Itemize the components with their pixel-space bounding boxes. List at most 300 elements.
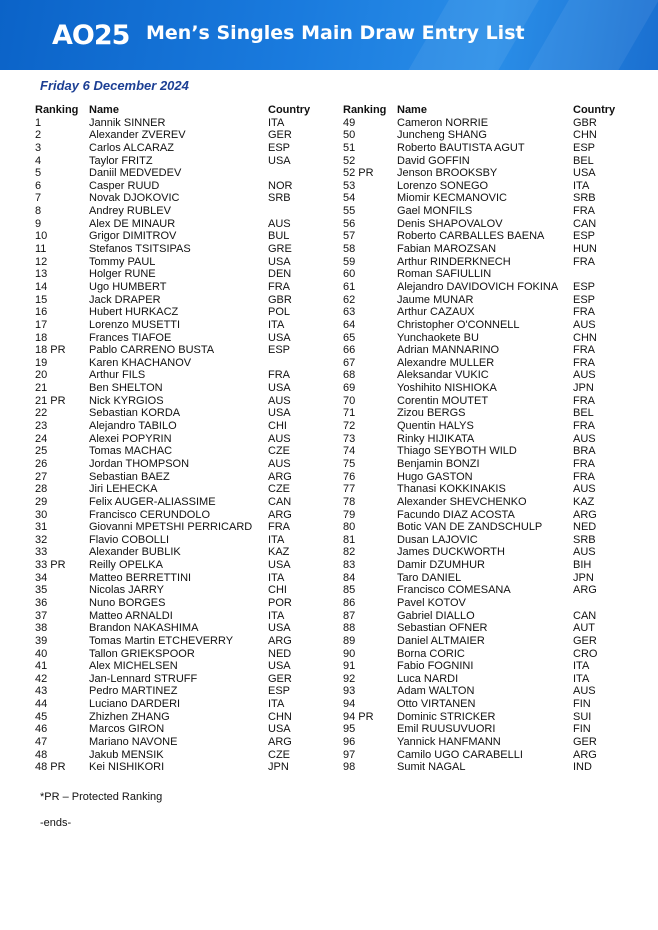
ranking-cell: 29 <box>35 495 48 508</box>
country-cell: AUS <box>573 432 596 445</box>
country-cell: ITA <box>268 116 285 129</box>
country-cell: FRA <box>573 457 595 470</box>
country-cell: USA <box>573 167 596 180</box>
player-name-cell: Sumit NAGAL <box>397 761 466 774</box>
player-name-cell: Jiri LEHECKA <box>89 483 158 496</box>
country-cell: USA <box>268 331 291 344</box>
player-name-cell: Marcos GIRON <box>89 723 165 736</box>
ranking-cell: 48 PR <box>35 761 66 774</box>
ranking-cell: 31 <box>35 521 48 534</box>
player-name-cell: Hubert HURKACZ <box>89 306 179 319</box>
ranking-cell: 12 <box>35 255 48 268</box>
ranking-cell: 20 <box>35 369 48 382</box>
player-name-cell: Miomir KECMANOVIC <box>397 192 508 205</box>
ranking-cell: 57 <box>343 230 356 243</box>
country-cell: FRA <box>268 369 290 382</box>
player-name-cell: Yunchaokete BU <box>397 331 479 344</box>
country-cell: CZE <box>268 445 290 458</box>
ranking-cell: 17 <box>35 318 48 331</box>
ranking-cell: 64 <box>343 318 356 331</box>
ranking-cell: 94 <box>343 698 356 711</box>
ranking-cell: 45 <box>35 710 48 723</box>
player-name-cell: Pedro MARTINEZ <box>89 685 178 698</box>
ranking-cell: 51 <box>343 141 356 154</box>
player-name-cell: Yannick HANFMANN <box>397 736 501 749</box>
ranking-cell: 18 PR <box>35 344 66 357</box>
player-name-cell: Flavio COBOLLI <box>89 533 170 546</box>
country-cell: AUS <box>268 217 291 230</box>
ranking-header: Ranking <box>343 104 387 116</box>
player-name-cell: Jannik SINNER <box>89 116 166 129</box>
country-cell: ESP <box>268 141 291 154</box>
ranking-cell: 84 <box>343 571 356 584</box>
country-header: Country <box>268 104 311 116</box>
country-cell: KAZ <box>268 546 290 559</box>
ranking-cell: 21 PR <box>35 394 66 407</box>
country-cell: AUS <box>573 546 596 559</box>
player-name-cell: Francisco COMESANA <box>397 584 511 597</box>
country-cell: ESP <box>573 293 596 306</box>
ranking-cell: 30 <box>35 508 48 521</box>
country-cell: JPN <box>573 382 594 395</box>
country-cell: AUS <box>573 685 596 698</box>
player-name-cell: Thiago SEYBOTH WILD <box>397 445 517 458</box>
country-cell: USA <box>268 255 291 268</box>
ranking-cell: 50 <box>343 129 356 142</box>
country-cell: ARG <box>573 508 597 521</box>
player-name-cell: Casper RUUD <box>89 179 160 192</box>
country-cell: ARG <box>268 634 292 647</box>
ranking-cell: 10 <box>35 230 48 243</box>
ranking-cell: 54 <box>343 192 356 205</box>
country-cell: GER <box>268 129 292 142</box>
ranking-cell: 60 <box>343 268 356 281</box>
player-name-cell: Rinky HIJIKATA <box>397 432 475 445</box>
country-cell: JPN <box>268 761 289 774</box>
country-cell: NED <box>268 647 292 660</box>
country-cell: USA <box>268 723 291 736</box>
country-cell: USA <box>268 407 291 420</box>
country-cell: CHN <box>573 331 597 344</box>
player-name-cell: Benjamin BONZI <box>397 457 480 470</box>
country-cell: KAZ <box>573 495 595 508</box>
ranking-cell: 68 <box>343 369 356 382</box>
country-cell: POL <box>268 306 291 319</box>
player-name-cell: Juncheng SHANG <box>397 129 487 142</box>
ranking-cell: 25 <box>35 445 48 458</box>
player-name-cell: Adrian MANNARINO <box>397 344 500 357</box>
player-name-cell: Grigor DIMITROV <box>89 230 177 243</box>
player-name-cell: Karen KHACHANOV <box>89 356 192 369</box>
country-cell: ESP <box>268 685 291 698</box>
player-name-cell: Roberto CARBALLES BAENA <box>397 230 545 243</box>
ranking-cell: 89 <box>343 634 356 647</box>
country-cell: AUS <box>573 369 596 382</box>
player-name-cell: Damir DZUMHUR <box>397 559 485 572</box>
ranking-cell: 3 <box>35 141 42 154</box>
country-cell: AUS <box>268 432 291 445</box>
player-name-cell: Taro DANIEL <box>397 571 462 584</box>
player-name-cell: Reilly OPELKA <box>89 559 163 572</box>
country-cell: FIN <box>573 698 591 711</box>
country-cell: FRA <box>268 280 290 293</box>
ranking-cell: 96 <box>343 736 356 749</box>
ranking-cell: 46 <box>35 723 48 736</box>
ranking-cell: 59 <box>343 255 356 268</box>
ranking-cell: 6 <box>35 179 42 192</box>
player-name-cell: Arthur FILS <box>89 369 146 382</box>
ranking-cell: 52 <box>343 154 356 167</box>
ranking-cell: 73 <box>343 432 356 445</box>
ranking-cell: 9 <box>35 217 42 230</box>
ends-marker: -ends- <box>40 817 72 829</box>
player-name-cell: Fabian MAROZSAN <box>397 243 497 256</box>
country-cell: AUS <box>573 483 596 496</box>
ranking-cell: 7 <box>35 192 42 205</box>
ranking-cell: 75 <box>343 457 356 470</box>
player-name-cell: Zhizhen ZHANG <box>89 710 170 723</box>
ranking-cell: 34 <box>35 571 48 584</box>
country-cell: CHI <box>268 584 287 597</box>
player-name-cell: Jan-Lennard STRUFF <box>89 672 198 685</box>
player-name-cell: Yoshihito NISHIOKA <box>397 382 497 395</box>
name-header: Name <box>89 104 119 116</box>
ranking-cell: 93 <box>343 685 356 698</box>
player-name-cell: Hugo GASTON <box>397 470 473 483</box>
country-cell: GER <box>573 634 597 647</box>
country-cell: BEL <box>573 407 594 420</box>
ranking-cell: 39 <box>35 634 48 647</box>
ranking-cell: 58 <box>343 243 356 256</box>
ranking-cell: 85 <box>343 584 356 597</box>
player-name-cell: Otto VIRTANEN <box>397 698 476 711</box>
country-cell: FRA <box>573 356 595 369</box>
ranking-cell: 37 <box>35 609 48 622</box>
player-name-cell: Dusan LAJOVIC <box>397 533 478 546</box>
player-name-cell: Andrey RUBLEV <box>89 205 171 218</box>
country-cell: USA <box>268 154 291 167</box>
ranking-cell: 40 <box>35 647 48 660</box>
ranking-cell: 35 <box>35 584 48 597</box>
country-cell: DEN <box>268 268 292 281</box>
ranking-cell: 4 <box>35 154 42 167</box>
player-name-cell: Matteo BERRETTINI <box>89 571 192 584</box>
country-cell: ESP <box>268 344 291 357</box>
ranking-cell: 92 <box>343 672 356 685</box>
country-cell: ESP <box>573 280 596 293</box>
ranking-cell: 65 <box>343 331 356 344</box>
ranking-cell: 22 <box>35 407 48 420</box>
name-header: Name <box>397 104 427 116</box>
ranking-cell: 53 <box>343 179 356 192</box>
player-name-cell: Alexei POPYRIN <box>89 432 172 445</box>
ranking-cell: 18 <box>35 331 48 344</box>
country-cell: ESP <box>573 230 596 243</box>
ranking-cell: 67 <box>343 356 356 369</box>
ranking-cell: 66 <box>343 344 356 357</box>
ranking-cell: 26 <box>35 457 48 470</box>
ranking-cell: 81 <box>343 533 356 546</box>
player-name-cell: James DUCKWORTH <box>397 546 505 559</box>
country-cell: CAN <box>573 609 597 622</box>
ranking-cell: 78 <box>343 495 356 508</box>
player-name-cell: Sebastian OFNER <box>397 622 488 635</box>
country-cell: FIN <box>573 723 591 736</box>
ranking-cell: 2 <box>35 129 42 142</box>
country-cell: AUT <box>573 622 595 635</box>
country-cell: CHN <box>573 129 597 142</box>
ranking-cell: 61 <box>343 280 356 293</box>
country-cell: BIH <box>573 559 592 572</box>
player-name-cell: Jordan THOMPSON <box>89 457 190 470</box>
player-name-cell: Matteo ARNALDI <box>89 609 173 622</box>
player-name-cell: Alejandro DAVIDOVICH FOKINA <box>397 280 559 293</box>
player-name-cell: Mariano NAVONE <box>89 736 178 749</box>
ranking-cell: 16 <box>35 306 48 319</box>
player-name-cell: Alex DE MINAUR <box>89 217 176 230</box>
ranking-cell: 70 <box>343 394 356 407</box>
page-title: Men’s Singles Main Draw Entry List <box>146 22 525 44</box>
country-cell: CAN <box>573 217 597 230</box>
player-name-cell: Adam WALTON <box>397 685 475 698</box>
header-banner <box>0 0 658 70</box>
country-cell: GER <box>268 672 292 685</box>
ranking-cell: 63 <box>343 306 356 319</box>
player-name-cell: Camilo UGO CARABELLI <box>397 748 523 761</box>
ranking-header: Ranking <box>35 104 79 116</box>
country-cell: GER <box>573 736 597 749</box>
player-name-cell: Christopher O'CONNELL <box>397 318 520 331</box>
country-cell: FRA <box>573 394 595 407</box>
player-name-cell: Jaume MUNAR <box>397 293 474 306</box>
ranking-cell: 69 <box>343 382 356 395</box>
country-cell: NED <box>573 521 597 534</box>
country-cell: GRE <box>268 243 292 256</box>
list-date: Friday 6 December 2024 <box>40 78 189 93</box>
player-name-cell: Frances TIAFOE <box>89 331 172 344</box>
country-cell: CZE <box>268 483 290 496</box>
country-cell: ARG <box>573 748 597 761</box>
player-name-cell: Lorenzo SONEGO <box>397 179 489 192</box>
player-name-cell: Sebastian BAEZ <box>89 470 170 483</box>
player-name-cell: Jakub MENSIK <box>89 748 164 761</box>
country-cell: ESP <box>573 141 596 154</box>
player-name-cell: Alexander BUBLIK <box>89 546 181 559</box>
country-cell: ITA <box>573 672 590 685</box>
country-cell: FRA <box>573 255 595 268</box>
player-name-cell: Daniel ALTMAIER <box>397 634 485 647</box>
ranking-cell: 24 <box>35 432 48 445</box>
player-name-cell: Kei NISHIKORI <box>89 761 165 774</box>
player-name-cell: Luciano DARDERI <box>89 698 181 711</box>
ranking-cell: 49 <box>343 116 356 129</box>
player-name-cell: Novak DJOKOVIC <box>89 192 180 205</box>
ranking-cell: 1 <box>35 116 42 129</box>
ranking-cell: 47 <box>35 736 48 749</box>
ranking-cell: 79 <box>343 508 356 521</box>
country-cell: JPN <box>573 571 594 584</box>
country-cell: ARG <box>268 508 292 521</box>
country-cell: SRB <box>573 192 596 205</box>
country-cell: BUL <box>268 230 290 243</box>
country-cell: USA <box>268 660 291 673</box>
ranking-cell: 52 PR <box>343 167 374 180</box>
country-cell: ITA <box>268 698 285 711</box>
country-cell: ARG <box>268 470 292 483</box>
country-cell: AUS <box>268 457 291 470</box>
ranking-cell: 72 <box>343 420 356 433</box>
ranking-cell: 5 <box>35 167 42 180</box>
player-name-cell: Alex MICHELSEN <box>89 660 178 673</box>
ranking-cell: 56 <box>343 217 356 230</box>
country-cell: NOR <box>268 179 293 192</box>
ranking-cell: 97 <box>343 748 356 761</box>
player-name-cell: Pavel KOTOV <box>397 596 466 609</box>
player-name-cell: Botic VAN DE ZANDSCHULP <box>397 521 543 534</box>
country-cell: BEL <box>573 154 594 167</box>
player-name-cell: Borna CORIC <box>397 647 465 660</box>
player-name-cell: Francisco CERUNDOLO <box>89 508 211 521</box>
player-name-cell: Emil RUUSUVUORI <box>397 723 496 736</box>
ranking-cell: 82 <box>343 546 356 559</box>
country-cell: ITA <box>268 609 285 622</box>
player-name-cell: Stefanos TSITSIPAS <box>89 243 191 256</box>
player-name-cell: Fabio FOGNINI <box>397 660 474 673</box>
country-cell: ARG <box>268 736 292 749</box>
player-name-cell: Alexander SHEVCHENKO <box>397 495 527 508</box>
country-cell: CHN <box>268 710 292 723</box>
ranking-cell: 86 <box>343 596 356 609</box>
ranking-cell: 33 <box>35 546 48 559</box>
player-name-cell: Roman SAFIULLIN <box>397 268 492 281</box>
country-cell: SUI <box>573 710 592 723</box>
player-name-cell: Cameron NORRIE <box>397 116 489 129</box>
country-cell: HUN <box>573 243 597 256</box>
ranking-cell: 77 <box>343 483 356 496</box>
country-cell: ITA <box>268 571 285 584</box>
player-name-cell: Taylor FRITZ <box>89 154 153 167</box>
ranking-cell: 88 <box>343 622 356 635</box>
player-name-cell: Quentin HALYS <box>397 420 474 433</box>
player-name-cell: Jenson BROOKSBY <box>397 167 498 180</box>
country-cell: USA <box>268 622 291 635</box>
country-cell: ITA <box>268 533 285 546</box>
player-name-cell: Arthur RINDERKNECH <box>397 255 511 268</box>
country-cell: AUS <box>268 394 291 407</box>
country-cell: FRA <box>573 306 595 319</box>
ranking-cell: 91 <box>343 660 356 673</box>
player-name-cell: Corentin MOUTET <box>397 394 489 407</box>
country-cell: POR <box>268 596 292 609</box>
player-name-cell: Thanasi KOKKINAKIS <box>397 483 506 496</box>
ranking-cell: 80 <box>343 521 356 534</box>
ranking-cell: 33 PR <box>35 559 66 572</box>
country-header: Country <box>573 104 616 116</box>
ranking-cell: 90 <box>343 647 356 660</box>
ao25-logo: AO25 <box>52 20 130 51</box>
ranking-cell: 55 <box>343 205 356 218</box>
ranking-cell: 87 <box>343 609 356 622</box>
player-name-cell: Luca NARDI <box>397 672 459 685</box>
player-name-cell: Daniil MEDVEDEV <box>89 167 182 180</box>
player-name-cell: Brandon NAKASHIMA <box>89 622 199 635</box>
country-cell: FRA <box>573 344 595 357</box>
country-cell: FRA <box>268 521 290 534</box>
ranking-cell: 11 <box>35 243 47 256</box>
ranking-cell: 21 <box>35 382 48 395</box>
player-name-cell: Alexander ZVEREV <box>89 129 186 142</box>
player-name-cell: Roberto BAUTISTA AGUT <box>397 141 525 154</box>
ranking-cell: 14 <box>35 280 48 293</box>
ranking-cell: 15 <box>35 293 48 306</box>
country-cell: SRB <box>573 533 596 546</box>
country-cell: FRA <box>573 205 595 218</box>
ranking-cell: 44 <box>35 698 48 711</box>
ranking-cell: 8 <box>35 205 42 218</box>
country-cell: BRA <box>573 445 596 458</box>
country-cell: CRO <box>573 647 598 660</box>
player-name-cell: Arthur CAZAUX <box>397 306 475 319</box>
player-name-cell: Nuno BORGES <box>89 596 166 609</box>
ranking-cell: 13 <box>35 268 48 281</box>
ranking-cell: 83 <box>343 559 356 572</box>
country-cell: CHI <box>268 420 287 433</box>
ranking-cell: 27 <box>35 470 48 483</box>
ranking-cell: 43 <box>35 685 48 698</box>
player-name-cell: Carlos ALCARAZ <box>89 141 174 154</box>
country-cell: ITA <box>573 179 590 192</box>
country-cell: USA <box>268 382 291 395</box>
country-cell: GBR <box>268 293 292 306</box>
ranking-cell: 38 <box>35 622 48 635</box>
ranking-cell: 42 <box>35 672 48 685</box>
country-cell: SRB <box>268 192 291 205</box>
player-name-cell: Felix AUGER-ALIASSIME <box>89 495 216 508</box>
ranking-cell: 74 <box>343 445 356 458</box>
player-name-cell: Facundo DIAZ ACOSTA <box>397 508 515 521</box>
player-name-cell: Alexandre MULLER <box>397 356 495 369</box>
player-name-cell: Dominic STRICKER <box>397 710 496 723</box>
ranking-cell: 94 PR <box>343 710 374 723</box>
player-name-cell: Tallon GRIEKSPOOR <box>89 647 195 660</box>
country-cell: USA <box>268 559 291 572</box>
player-name-cell: Denis SHAPOVALOV <box>397 217 503 230</box>
ranking-cell: 36 <box>35 596 48 609</box>
player-name-cell: Tomas MACHAC <box>89 445 173 458</box>
country-cell: ITA <box>573 660 590 673</box>
country-cell: ITA <box>268 318 285 331</box>
country-cell: FRA <box>573 470 595 483</box>
player-name-cell: Sebastian KORDA <box>89 407 181 420</box>
ranking-cell: 48 <box>35 748 48 761</box>
player-name-cell: Tommy PAUL <box>89 255 156 268</box>
country-cell: AUS <box>573 318 596 331</box>
player-name-cell: Nicolas JARRY <box>89 584 164 597</box>
country-cell: GBR <box>573 116 597 129</box>
country-cell: CZE <box>268 748 290 761</box>
player-name-cell: Alejandro TABILO <box>89 420 177 433</box>
player-name-cell: Ugo HUMBERT <box>89 280 167 293</box>
country-cell: ARG <box>573 584 597 597</box>
country-cell: IND <box>573 761 592 774</box>
player-name-cell: Tomas Martin ETCHEVERRY <box>89 634 234 647</box>
ranking-cell: 32 <box>35 533 48 546</box>
ranking-cell: 76 <box>343 470 356 483</box>
ranking-cell: 19 <box>35 356 48 369</box>
player-name-cell: Ben SHELTON <box>89 382 163 395</box>
player-name-cell: Nick KYRGIOS <box>89 394 164 407</box>
player-name-cell: Gabriel DIALLO <box>397 609 475 622</box>
